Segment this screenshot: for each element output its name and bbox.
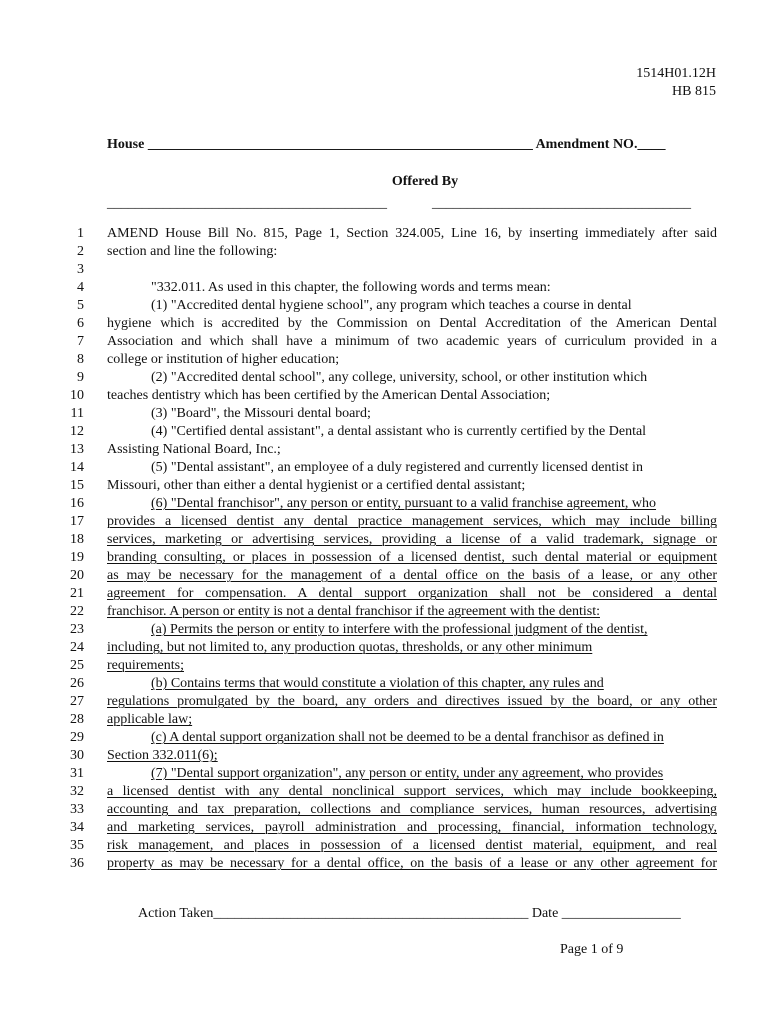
text-line	[0, 423, 770, 441]
line-number: 21	[70, 586, 84, 601]
inserted-text: (6) "Dental franchisor", any person or entity, pursuant to a valid franchise agreement, who	[151, 496, 657, 511]
line-text: "332.011. As used in this chapter, the following words and terms mean:	[151, 280, 551, 295]
text-line	[0, 279, 770, 297]
inserted-text: services, marketing or advertising services, providing a license of a valid trademark, signage or	[107, 532, 717, 547]
text-line	[0, 837, 770, 855]
line-number: 30	[70, 748, 84, 763]
text-line	[0, 531, 770, 549]
line-number: 18	[70, 532, 84, 547]
line-number: 8	[77, 352, 84, 367]
text-line	[0, 459, 770, 477]
line-number: 16	[70, 496, 84, 511]
text-line	[0, 405, 770, 423]
text-line	[0, 477, 770, 495]
inserted-text: Section 332.011(6);	[107, 748, 218, 763]
line-number: 5	[77, 298, 84, 313]
line-number: 31	[70, 766, 84, 781]
line-text: (3) "Board", the Missouri dental board;	[151, 406, 371, 421]
line-text: hygiene which is accredited by the Commission on Dental Accreditation of the American Dental	[107, 316, 717, 331]
text-line	[0, 729, 770, 747]
line-number: 15	[70, 478, 84, 493]
action-taken-line: Action Taken_____________________________________________ Date _________________	[138, 906, 681, 921]
inserted-text: provides a licensed dentist any dental practice management services, which may include billing	[107, 514, 717, 529]
line-text: section and line the following:	[107, 244, 278, 259]
text-line	[0, 261, 770, 279]
line-number: 22	[70, 604, 84, 619]
inserted-text: as may be necessary for the management of a dental office on the basis of a lease, or any other	[107, 568, 717, 583]
text-line	[0, 243, 770, 261]
line-number: 26	[70, 676, 84, 691]
inserted-text: franchisor. A person or entity is not a dental franchisor if the agreement with the dentist:	[107, 604, 600, 619]
line-number: 23	[70, 622, 84, 637]
inserted-text: including, but not limited to, any production quotas, thresholds, or any other minimum	[107, 640, 593, 655]
document-code: 1514H01.12H	[636, 66, 716, 81]
text-line	[0, 387, 770, 405]
inserted-text: property as may be necessary for a dental office, on the basis of a lease or any other agreement for	[107, 856, 717, 871]
line-number: 27	[70, 694, 84, 709]
line-number: 24	[70, 640, 84, 655]
line-number: 12	[70, 424, 84, 439]
inserted-text: risk management, and places in possession of a licensed dentist material, equipment, and real	[107, 838, 717, 853]
line-number: 36	[70, 856, 84, 871]
line-number: 33	[70, 802, 84, 817]
line-number: 34	[70, 820, 84, 835]
text-line	[0, 297, 770, 315]
text-line	[0, 603, 770, 621]
text-line	[0, 801, 770, 819]
text-line	[0, 513, 770, 531]
line-number: 7	[77, 334, 84, 349]
text-line	[0, 657, 770, 675]
bill-number: HB 815	[672, 84, 716, 99]
text-line	[0, 639, 770, 657]
inserted-text: applicable law;	[107, 712, 193, 727]
inserted-text: and marketing services, payroll administration and processing, financial, information technology,	[107, 820, 717, 835]
text-line	[0, 567, 770, 585]
line-number: 13	[70, 442, 84, 457]
line-text: Missouri, other than either a dental hygienist or a certified dental assistant;	[107, 478, 526, 493]
inserted-text: agreement for compensation. A dental support organization shall not be considered a dental	[107, 586, 717, 601]
line-number: 20	[70, 568, 84, 583]
line-text: college or institution of higher education;	[107, 352, 340, 367]
line-number: 19	[70, 550, 84, 565]
line-text: Assisting National Board, Inc.;	[107, 442, 281, 457]
text-line	[0, 855, 770, 873]
text-line	[0, 225, 770, 243]
text-line	[0, 441, 770, 459]
offered-by-label: Offered By	[391, 174, 459, 189]
inserted-text: accounting and tax preparation, collections and compliance services, human resources, advertising	[107, 802, 717, 817]
text-line	[0, 351, 770, 369]
text-line	[0, 315, 770, 333]
text-line	[0, 711, 770, 729]
line-number: 3	[77, 262, 84, 277]
text-line	[0, 621, 770, 639]
inserted-text: branding consulting, or places in possession of a licensed dentist, such dental material or equipment	[107, 550, 717, 565]
line-number: 10	[70, 388, 84, 403]
line-number: 9	[77, 370, 84, 385]
line-number: 35	[70, 838, 84, 853]
text-line	[0, 783, 770, 801]
line-number: 11	[70, 406, 84, 421]
line-number: 28	[70, 712, 84, 727]
inserted-text: (c) A dental support organization shall not be deemed to be a dental franchisor as defined in	[151, 730, 664, 745]
line-number: 6	[77, 316, 84, 331]
line-number: 2	[77, 244, 84, 259]
line-number: 32	[70, 784, 84, 799]
line-number: 1	[77, 226, 84, 241]
inserted-text: (a) Permits the person or entity to interfere with the professional judgment of the dentist,	[151, 622, 648, 637]
page-number: Page 1 of 9	[560, 942, 624, 957]
text-line	[0, 693, 770, 711]
inserted-text: (7) "Dental support organization", any person or entity, under any agreement, who provides	[151, 766, 664, 781]
line-number: 17	[70, 514, 84, 529]
text-line	[0, 549, 770, 567]
amendment-body	[0, 225, 770, 873]
house-amendment-line: House _______________________________________________________ Amendment NO.____	[107, 137, 666, 152]
text-line	[0, 765, 770, 783]
text-line	[0, 333, 770, 351]
line-text: (2) "Accredited dental school", any college, university, school, or other institution which	[151, 370, 648, 385]
line-text: (1) "Accredited dental hygiene school", any program which teaches a course in dental	[151, 298, 632, 313]
inserted-text: (b) Contains terms that would constitute a violation of this chapter, any rules and	[151, 676, 604, 691]
inserted-text: regulations promulgated by the board, any orders and directives issued by the board, or any other	[107, 694, 717, 709]
signature-line-left: ________________________________________	[107, 196, 387, 211]
text-line	[0, 747, 770, 765]
line-text: (4) "Certified dental assistant", a dental assistant who is currently certified by the Dental	[151, 424, 647, 439]
line-text: (5) "Dental assistant", an employee of a duly registered and currently licensed dentist in	[151, 460, 643, 475]
signature-line-right: _____________________________________	[432, 196, 691, 211]
line-number: 29	[70, 730, 84, 745]
text-line	[0, 495, 770, 513]
text-line	[0, 585, 770, 603]
line-number: 14	[70, 460, 84, 475]
line-number: 25	[70, 658, 84, 673]
inserted-text: a licensed dentist with any dental nonclinical support services, which may include bookkeeping,	[107, 784, 717, 799]
line-text: teaches dentistry which has been certified by the American Dental Association;	[107, 388, 551, 403]
line-number: 4	[77, 280, 84, 295]
line-text: Association and which shall have a minimum of two academic years of curriculum provided in a	[107, 334, 717, 349]
text-line	[0, 675, 770, 693]
line-text: AMEND House Bill No. 815, Page 1, Section 324.005, Line 16, by inserting immediately after said	[107, 226, 717, 241]
text-line	[0, 369, 770, 387]
text-line	[0, 819, 770, 837]
inserted-text: requirements;	[107, 658, 184, 673]
